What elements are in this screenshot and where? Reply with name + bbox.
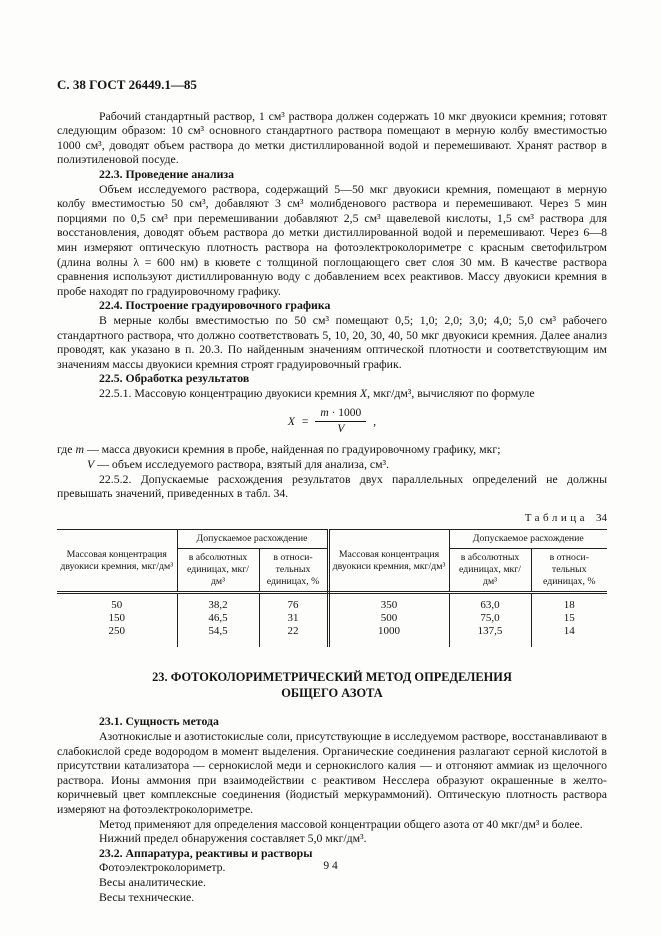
apparatus-item: Весы технические. [99, 889, 195, 904]
variable-m: m [320, 407, 329, 420]
section-23-title-line2: ОБЩЕГО АЗОТА [281, 686, 383, 701]
table-34 [57, 529, 607, 647]
variable-m-def: m [75, 442, 84, 457]
cell-mass: 250 [108, 625, 125, 638]
apparatus-item: Весы аналитические. [99, 874, 206, 889]
table-caption-number: 34 [596, 511, 607, 524]
heading-22-4: 22.4. Построение градуировочного графика [99, 298, 331, 313]
paragraph-22-5-1 [57, 386, 607, 401]
cell-abs: 75,0 [449, 612, 531, 625]
paragraph-working-solution: Рабочий стандартный раствор, 1 см³ раствора должен содержать 10 мкг двуокиси кремния; готовят следующим образом: 10 см³ основного стандартного раствора помещают в мерную колбу вместимостью 1000 см³, доводят объем раствора до метки дистиллированной водой и перемешивают. Хранят раствор в полиэтиленовой посуде. [57, 108, 607, 167]
table-row [57, 612, 607, 625]
where-v-line [57, 457, 607, 472]
heading-23-1: 23.1. Сущность метода [99, 714, 219, 729]
cell-rel: 31 [259, 612, 328, 625]
cell-abs: 38,2 [177, 593, 259, 613]
page-number: 9 4 [323, 860, 338, 872]
paragraph-22-5-1-tail: , мкг/дм³, вычисляют по формуле [367, 385, 535, 400]
cell-rel: 18 [531, 593, 607, 613]
where-m-text: — масса двуокиси кремния в пробе, найденная по градуировочному графику, мкг; [86, 442, 501, 457]
section-23-title [57, 669, 607, 701]
cell-mass: 350 [328, 593, 449, 613]
formula-lhs: X [287, 415, 295, 428]
paragraph-23-1: Азотнокислые и азотистокислые соли, присутствующие в исследуемом растворе, восстанавливают в слабокислой среде водородом в момент выделения. Органические соединения разлагают серной кислотой в присутствии катализатора — сернокислой меди и сернокислого калия — и отгоняют аммиак из щелочного раствора. Ионы аммония при взаимодействии с реактивом Несслера образуют окрашенные в желто-коричневый цвет комплексные соединения (йодистый меркураммоний). Оптическую плотность раствора измеряют на фотоэлектроколориметре. [57, 729, 607, 816]
cell-rel: 14 [531, 625, 607, 647]
formula-fraction [315, 407, 366, 436]
paragraph-22-5-2: 22.5.2. Допускаемые расхождения результатов двух параллельных определений не должны превышать значений, приведенных в табл. 34. [57, 471, 607, 501]
table-caption-word: Таблица [524, 511, 588, 524]
heading-22-5: 22.5. Обработка результатов [99, 371, 250, 386]
col-header-abs-right: в абсолютных единицах, мкг/дм³ [449, 549, 531, 593]
cell-abs: 54,5 [177, 625, 259, 647]
table-row [57, 625, 607, 647]
formula-comma: , [373, 415, 377, 428]
table-row [57, 593, 607, 613]
where-v-text: — объем исследуемого раствора, взятый для анализа, см³. [97, 457, 390, 472]
cell-mass: 150 [108, 612, 125, 625]
col-header-mass-right: Массовая концентрация двуокиси кремния, мкг/дм³ [328, 530, 449, 593]
paragraph-22-3: Объем исследуемого раствора, содержащий 5—50 мкг двуокиси кремния, помещают в мерную колбу вместимостью 50 см³, добавляют 3 см³ молибденового раствора и перемешивают. Через 5 мин порциями по 0,5 см³ при перемешивании добавляют 2,5 см³ щавелевой кислоты, 1,5 см³ раствора для восстановления, доводят объем раствора до метки дистиллированной водой и перемешивают. Через 6—8 мин измеряют оптическую плотность раствора на фотоэлектроколориметре с красным светофильтром (длина волны λ = 600 нм) в кювете с толщиной поглощающего свет слоя 30 мм. В качестве раствора сравнения используют дистиллированную воду с добавлением всех реактивов. Массу двуокиси кремния в пробе находят по градуировочному графику. [57, 181, 607, 298]
cell-abs: 46,5 [177, 612, 259, 625]
section-23-title-line1: 23. ФОТОКОЛОРИМЕТРИЧЕСКИЙ МЕТОД ОПРЕДЕЛЕНИЯ [152, 670, 512, 685]
where-keyword: где [57, 442, 73, 457]
paragraph-22-5-1-text: 22.5.1. Массовую концентрацию двуокиси кремния [99, 385, 360, 400]
col-header-rel-right: в относительных единицах, % [531, 549, 607, 593]
formula-numerator [315, 407, 366, 422]
cell-rel: 22 [259, 625, 328, 647]
col-header-abs-left: в абсолютных единицах, мкг/дм³ [177, 549, 259, 593]
col-header-rel-left: в относительных единицах, % [259, 549, 328, 593]
where-m-line [57, 442, 607, 457]
cell-rel: 76 [259, 593, 328, 613]
formula-equals: = [301, 415, 309, 428]
paragraph-23-1c: Нижний предел обнаружения составляет 5,0 мкг/дм³. [99, 831, 367, 846]
table-caption [57, 511, 607, 526]
cell-mass: 50 [111, 599, 123, 612]
cell-mass: 1000 [328, 625, 449, 647]
variable-v: V [337, 423, 345, 436]
paragraph-22-4: В мерные колбы вместимостью по 50 см³ помещают 0,5; 1,0; 2,0; 3,0; 4,0; 5,0 см³ рабочего стандартного раствора, что должно соответствовать 5, 10, 20, 30, 40, 50 мкг двуокиси кремния. Далее анализ проводят, как указано в п. 20.3. По найденным значениям оптической плотности и соответствующим им значениям массы двуокиси кремния строят градуировочный график. [57, 312, 607, 371]
heading-22-3: 22.3. Проведение анализа [99, 166, 235, 181]
cell-rel: 15 [531, 612, 607, 625]
variable-v-def: V [87, 457, 95, 472]
doc-header: С. 38 ГОСТ 26449.1—85 [57, 77, 197, 92]
col-header-group-left: Допускаемое расхождение [177, 530, 328, 549]
cell-abs: 63,0 [449, 593, 531, 613]
apparatus-item: Фотоэлектроколориметр. [99, 860, 226, 875]
formula [57, 407, 607, 436]
formula-constant: · 1000 [328, 407, 362, 420]
formula-denominator [337, 422, 344, 436]
cell-mass: 500 [328, 612, 449, 625]
heading-23-2: 23.2. Аппаратура, реактивы и растворы [99, 845, 313, 860]
cell-abs: 137,5 [449, 625, 531, 647]
col-header-mass-left: Массовая концентрация двуокиси кремния, мкг/дм³ [57, 530, 177, 593]
paragraph-23-1b: Метод применяют для определения массовой концентрации общего азота от 40 мкг/дм³ и более. [99, 816, 583, 831]
variable-x: X [359, 385, 368, 400]
col-header-group-right: Допускаемое расхождение [449, 530, 607, 549]
